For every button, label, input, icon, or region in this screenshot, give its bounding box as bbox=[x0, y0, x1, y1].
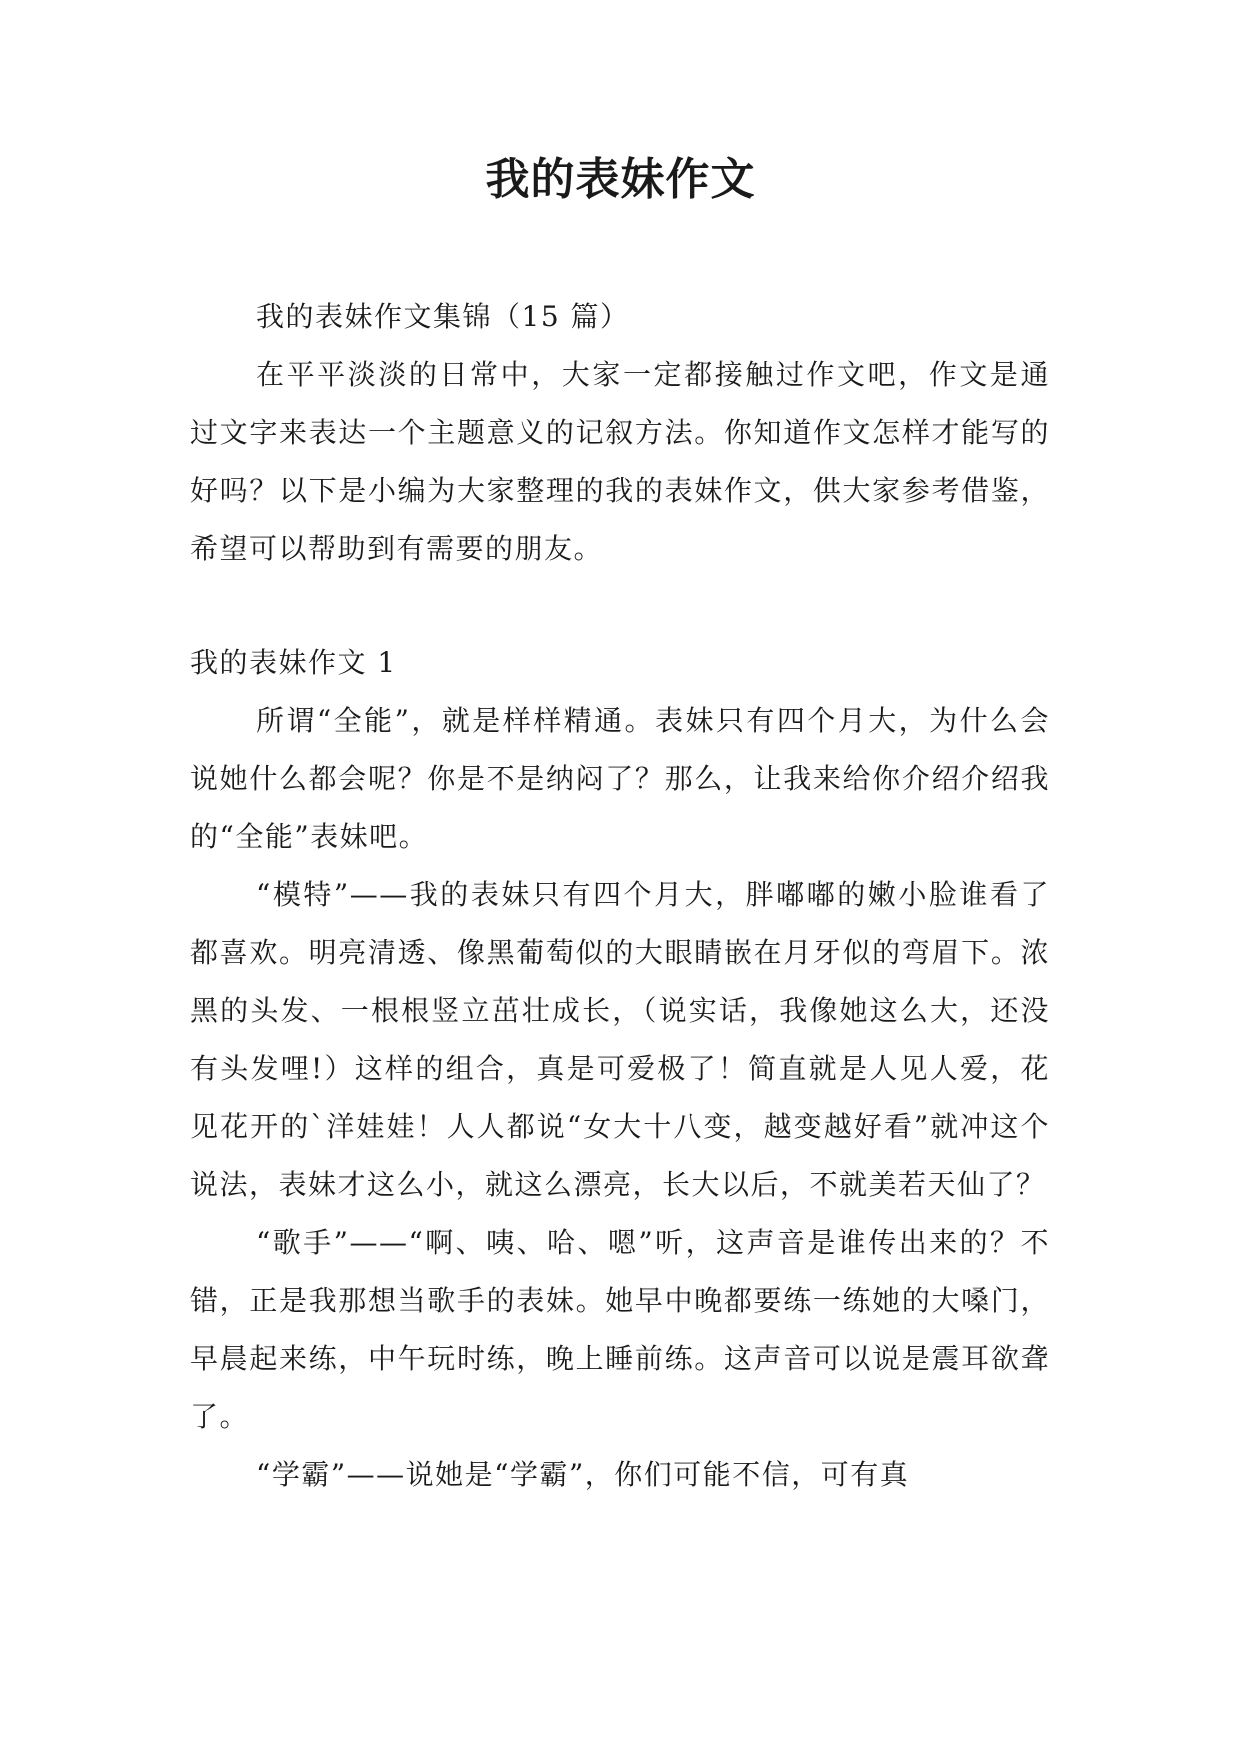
section-paragraph: 所谓“全能”，就是样样精通。表妹只有四个月大，为什么会说她什么都会呢？你是不是纳闷了？那么，让我来给你介绍介绍我的“全能”表妹吧。 bbox=[190, 704, 1050, 853]
document-title: 我的表妹作文 bbox=[485, 154, 756, 205]
section-heading: 我的表妹作文 1 bbox=[190, 646, 397, 679]
section-paragraph: “学霸”——说她是“学霸”，你们可能不信，可有真 bbox=[256, 1458, 910, 1491]
document-body bbox=[190, 288, 1050, 1504]
collection-heading: 我的表妹作文集锦（15 篇） bbox=[256, 300, 630, 333]
intro-paragraph: 在平平淡淡的日常中，大家一定都接触过作文吧，作文是通过文字来表达一个主题意义的记叙方法。你知道作文怎样才能写的好吗？以下是小编为大家整理的我的表妹作文，供大家参考借鉴，希望可以帮助到有需要的朋友。 bbox=[190, 358, 1050, 565]
section-paragraph: “模特”——我的表妹只有四个月大，胖嘟嘟的嫩小脸谁看了都喜欢。明亮清透、像黑葡萄似的大眼睛嵌在月牙似的弯眉下。浓黑的头发、一根根竖立茁壮成长，（说实话，我像她这么大，还没有头发哩!）这样的组合，真是可爱极了！简直就是人见人爱，花见花开的`洋娃娃！人人都说“女大十八变，越变越好看”就冲这个说法，表妹才这么小，就这么漂亮，长大以后，不就美若天仙了？ bbox=[190, 878, 1050, 1201]
section-paragraph: “歌手”——“啊、咦、哈、嗯”听，这声音是谁传出来的？不错，正是我那想当歌手的表妹。她早中晚都要练一练她的大嗓门，早晨起来练，中午玩时练，晚上睡前练。这声音可以说是震耳欲聋了。 bbox=[190, 1226, 1050, 1433]
